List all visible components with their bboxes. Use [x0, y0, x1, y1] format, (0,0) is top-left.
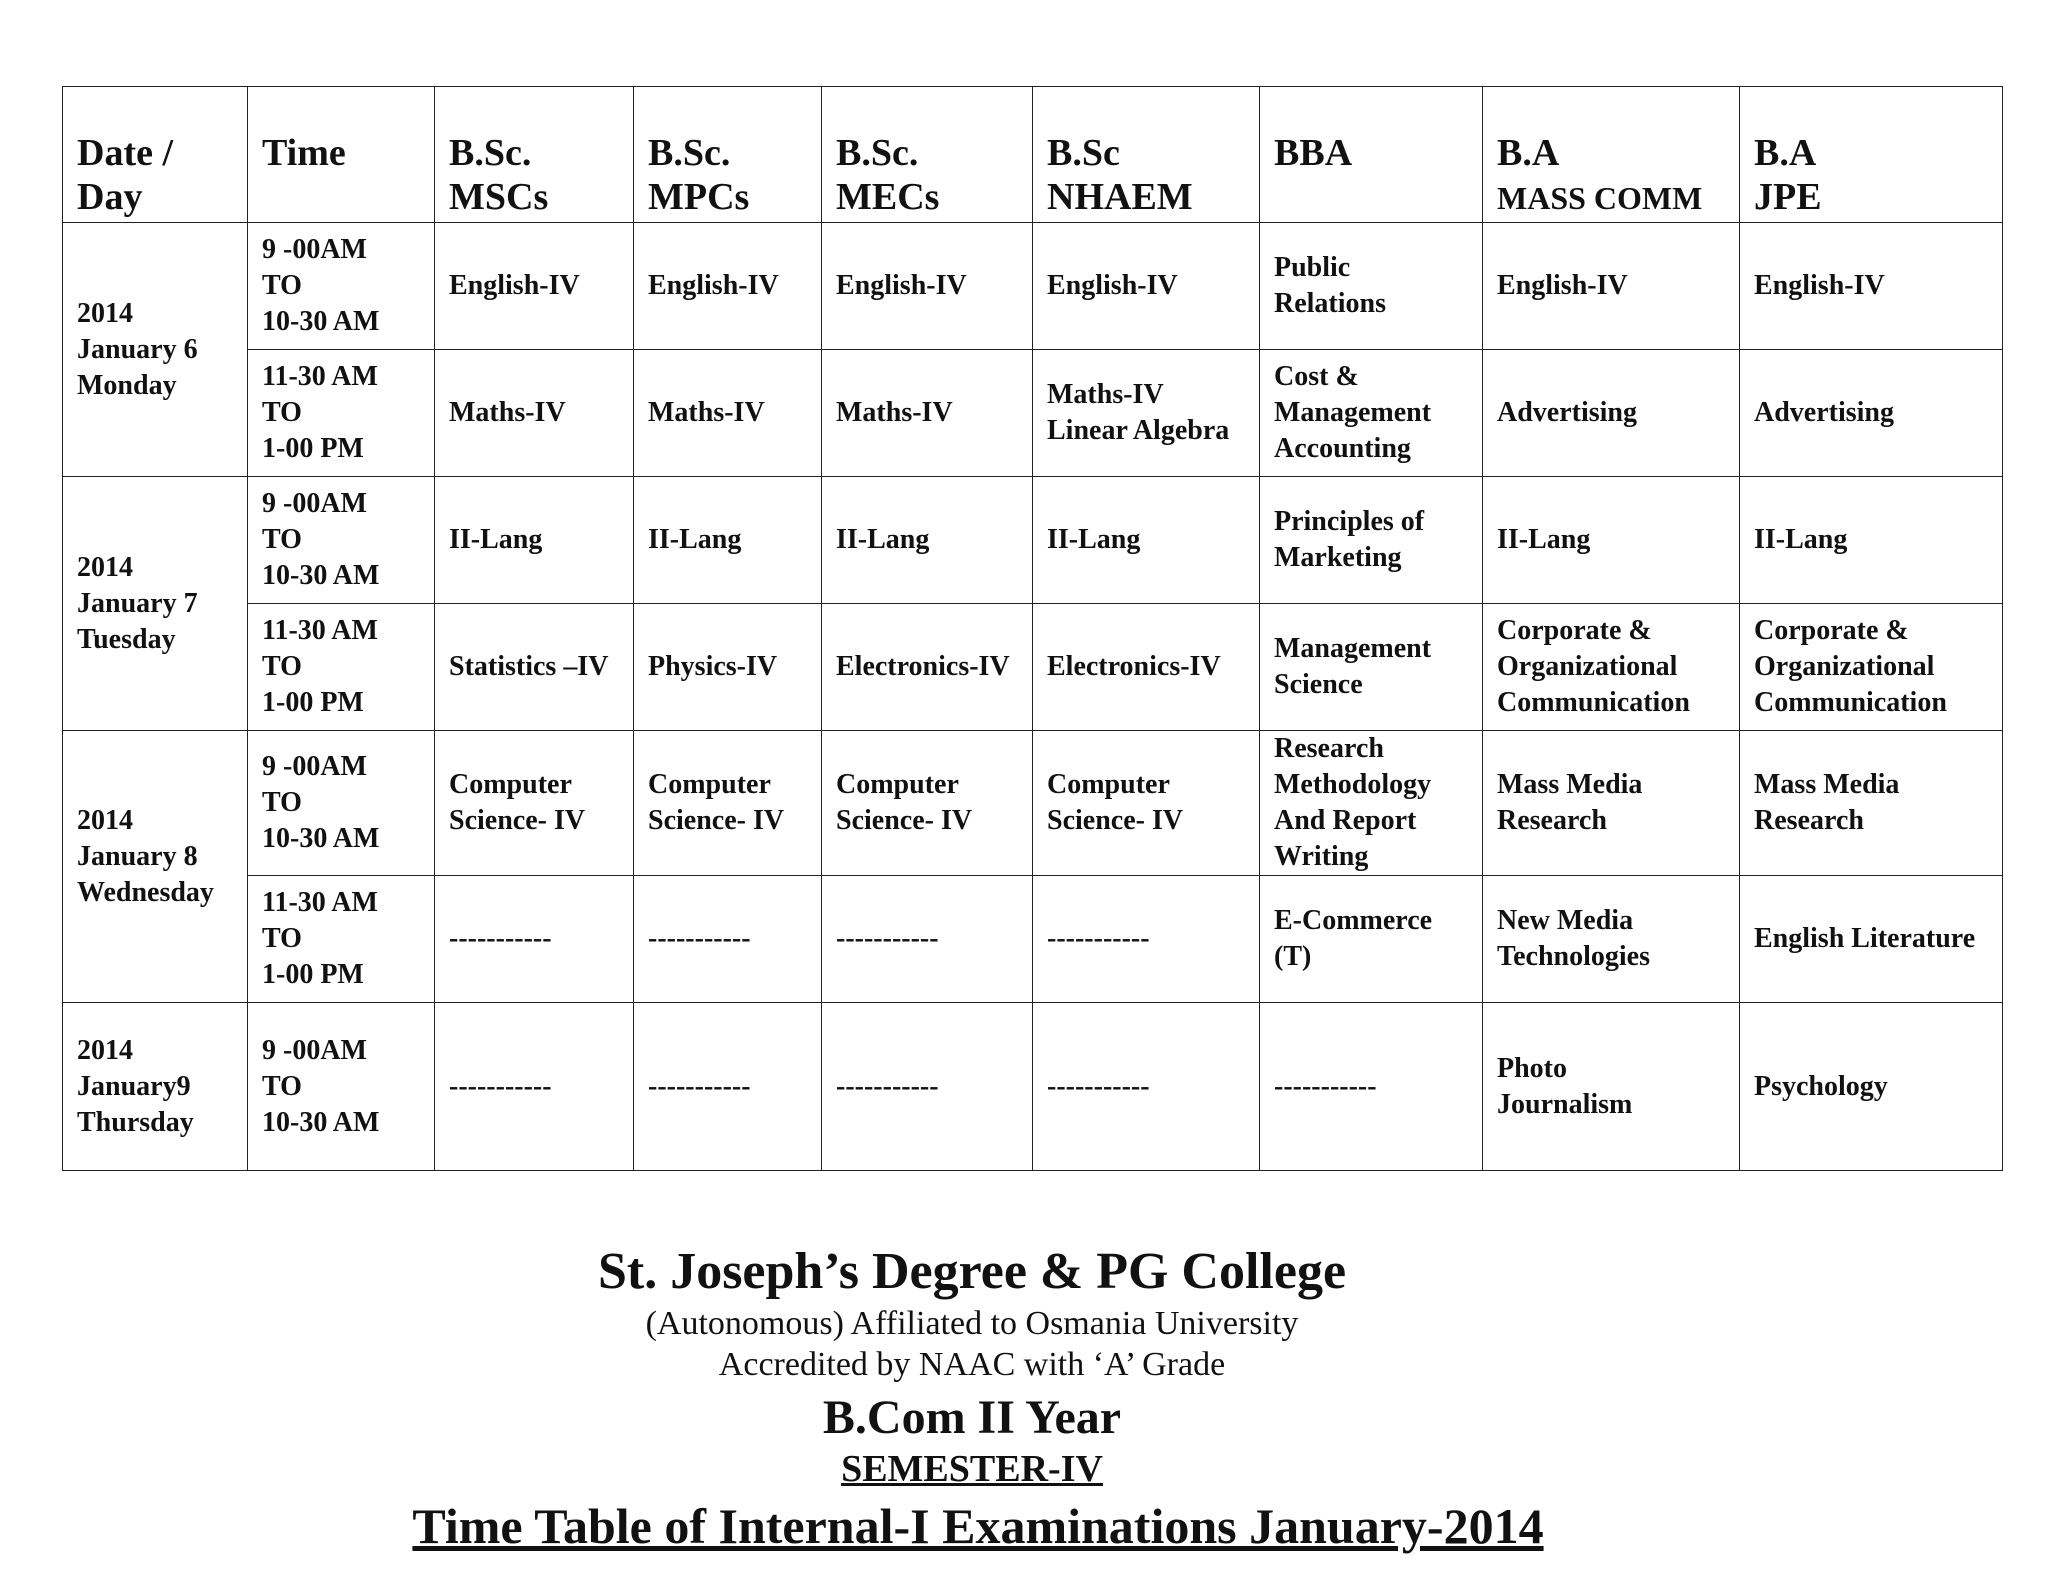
- header-row: [63, 87, 2003, 223]
- day-of-week: Wednesday: [77, 876, 214, 908]
- header-ba-jpe: B.A JPE: [1740, 87, 2003, 223]
- exam-cell: -----------: [1260, 1003, 1483, 1171]
- time-cell: 9 -00AM TO 10-30 AM: [248, 223, 435, 350]
- header-date-day: Date / Day: [63, 87, 248, 223]
- exam-cell: Computer Science- IV: [435, 731, 634, 876]
- time-cell: 9 -00AM TO 10-30 AM: [248, 1003, 435, 1171]
- exam-cell: Corporate & Organizational Communication: [1740, 604, 2003, 731]
- exam-cell: Maths-IV: [822, 350, 1033, 477]
- course-title: B.Com II Year: [822, 1391, 1122, 1444]
- semester-label: SEMESTER-IV: [841, 1448, 1103, 1490]
- exam-cell: Research Methodology And Report Writing: [1260, 731, 1483, 876]
- table-row: [63, 477, 2003, 604]
- exam-cell: English-IV: [1740, 223, 2003, 350]
- accreditation-line: Accredited by NAAC with ‘A’ Grade: [718, 1346, 1226, 1383]
- exam-cell: English-IV: [1033, 223, 1260, 350]
- exam-cell: Mass Media Research: [1740, 731, 2003, 876]
- exam-cell: New Media Technologies: [1483, 876, 1740, 1003]
- exam-cell: E-Commerce (T): [1260, 876, 1483, 1003]
- header-ba-label: B.A: [1497, 132, 1560, 174]
- exam-cell: -----------: [822, 1003, 1033, 1171]
- exam-cell: Psychology: [1740, 1003, 2003, 1171]
- exam-cell: Maths-IV: [435, 350, 634, 477]
- table-row: [63, 350, 2003, 477]
- exam-cell: Photo Journalism: [1483, 1003, 1740, 1171]
- exam-cell: II-Lang: [634, 477, 822, 604]
- exam-cell: Cost & Management Accounting: [1260, 350, 1483, 477]
- exam-timetable: [62, 86, 2003, 1171]
- time-cell: 11-30 AM TO 1-00 PM: [248, 604, 435, 731]
- exam-cell: Management Science: [1260, 604, 1483, 731]
- time-cell: 9 -00AM TO 10-30 AM: [248, 731, 435, 876]
- exam-cell: Electronics-IV: [822, 604, 1033, 731]
- exam-cell: Statistics –IV: [435, 604, 634, 731]
- exam-cell: English-IV: [822, 223, 1033, 350]
- exam-cell: English Literature: [1740, 876, 2003, 1003]
- time-cell: 9 -00AM TO 10-30 AM: [248, 477, 435, 604]
- exam-cell: -----------: [634, 876, 822, 1003]
- header-bsc-nhaem: B.Sc NHAEM: [1033, 87, 1260, 223]
- time-cell: 11-30 AM TO 1-00 PM: [248, 350, 435, 477]
- table-row: [63, 1003, 2003, 1171]
- date-cell: 2014 January9 Thursday: [63, 1003, 248, 1171]
- header-bsc-mscs: B.Sc. MSCs: [435, 87, 634, 223]
- exam-cell: Advertising: [1740, 350, 2003, 477]
- date-text: 2014 January 8: [77, 804, 198, 872]
- exam-cell: -----------: [1033, 1003, 1260, 1171]
- exam-cell: II-Lang: [1033, 477, 1260, 604]
- exam-cell: -----------: [435, 1003, 634, 1171]
- exam-cell: Corporate & Organizational Communication: [1483, 604, 1740, 731]
- exam-cell: English-IV: [1483, 223, 1740, 350]
- exam-cell: Maths-IV Linear Algebra: [1033, 350, 1260, 477]
- exam-cell: Electronics-IV: [1033, 604, 1260, 731]
- time-cell: 11-30 AM TO 1-00 PM: [248, 876, 435, 1003]
- exam-cell: -----------: [1033, 876, 1260, 1003]
- exam-cell: Maths-IV: [634, 350, 822, 477]
- exam-cell: Physics-IV: [634, 604, 822, 731]
- table-row: [63, 731, 2003, 876]
- exam-cell: -----------: [634, 1003, 822, 1171]
- exam-cell: Computer Science- IV: [1033, 731, 1260, 876]
- exam-cell: II-Lang: [1483, 477, 1740, 604]
- date-cell: 2014 January 7 Tuesday: [63, 477, 248, 731]
- table-row: [63, 876, 2003, 1003]
- date-cell: [63, 731, 248, 1003]
- exam-cell: English-IV: [435, 223, 634, 350]
- exam-cell: II-Lang: [822, 477, 1033, 604]
- header-bsc-mpcs: B.Sc. MPCs: [634, 87, 822, 223]
- exam-cell: II-Lang: [435, 477, 634, 604]
- exam-cell: Mass Media Research: [1483, 731, 1740, 876]
- college-name: St. Joseph’s Degree & PG College: [597, 1243, 1347, 1300]
- exam-cell: Computer Science- IV: [822, 731, 1033, 876]
- header-bba: BBA: [1260, 87, 1483, 223]
- header-bsc-mecs: B.Sc. MECs: [822, 87, 1033, 223]
- exam-cell: II-Lang: [1740, 477, 2003, 604]
- exam-cell: Computer Science- IV: [634, 731, 822, 876]
- header-time: Time: [248, 87, 435, 223]
- exam-cell: English-IV: [634, 223, 822, 350]
- header-ba-mass-comm: [1483, 87, 1740, 223]
- affiliation-line: (Autonomous) Affiliated to Osmania University: [645, 1305, 1299, 1342]
- exam-cell: Public Relations: [1260, 223, 1483, 350]
- timetable-title: Time Table of Internal-I Examinations January-2014: [412, 1498, 1544, 1554]
- table-row: [63, 223, 2003, 350]
- date-cell: 2014 January 6 Monday: [63, 223, 248, 477]
- table-row: [63, 604, 2003, 731]
- exam-cell: Principles of Marketing: [1260, 477, 1483, 604]
- exam-cell: -----------: [822, 876, 1033, 1003]
- exam-cell: Advertising: [1483, 350, 1740, 477]
- header-mass-comm-label: MASS COMM: [1497, 180, 1703, 216]
- exam-cell: -----------: [435, 876, 634, 1003]
